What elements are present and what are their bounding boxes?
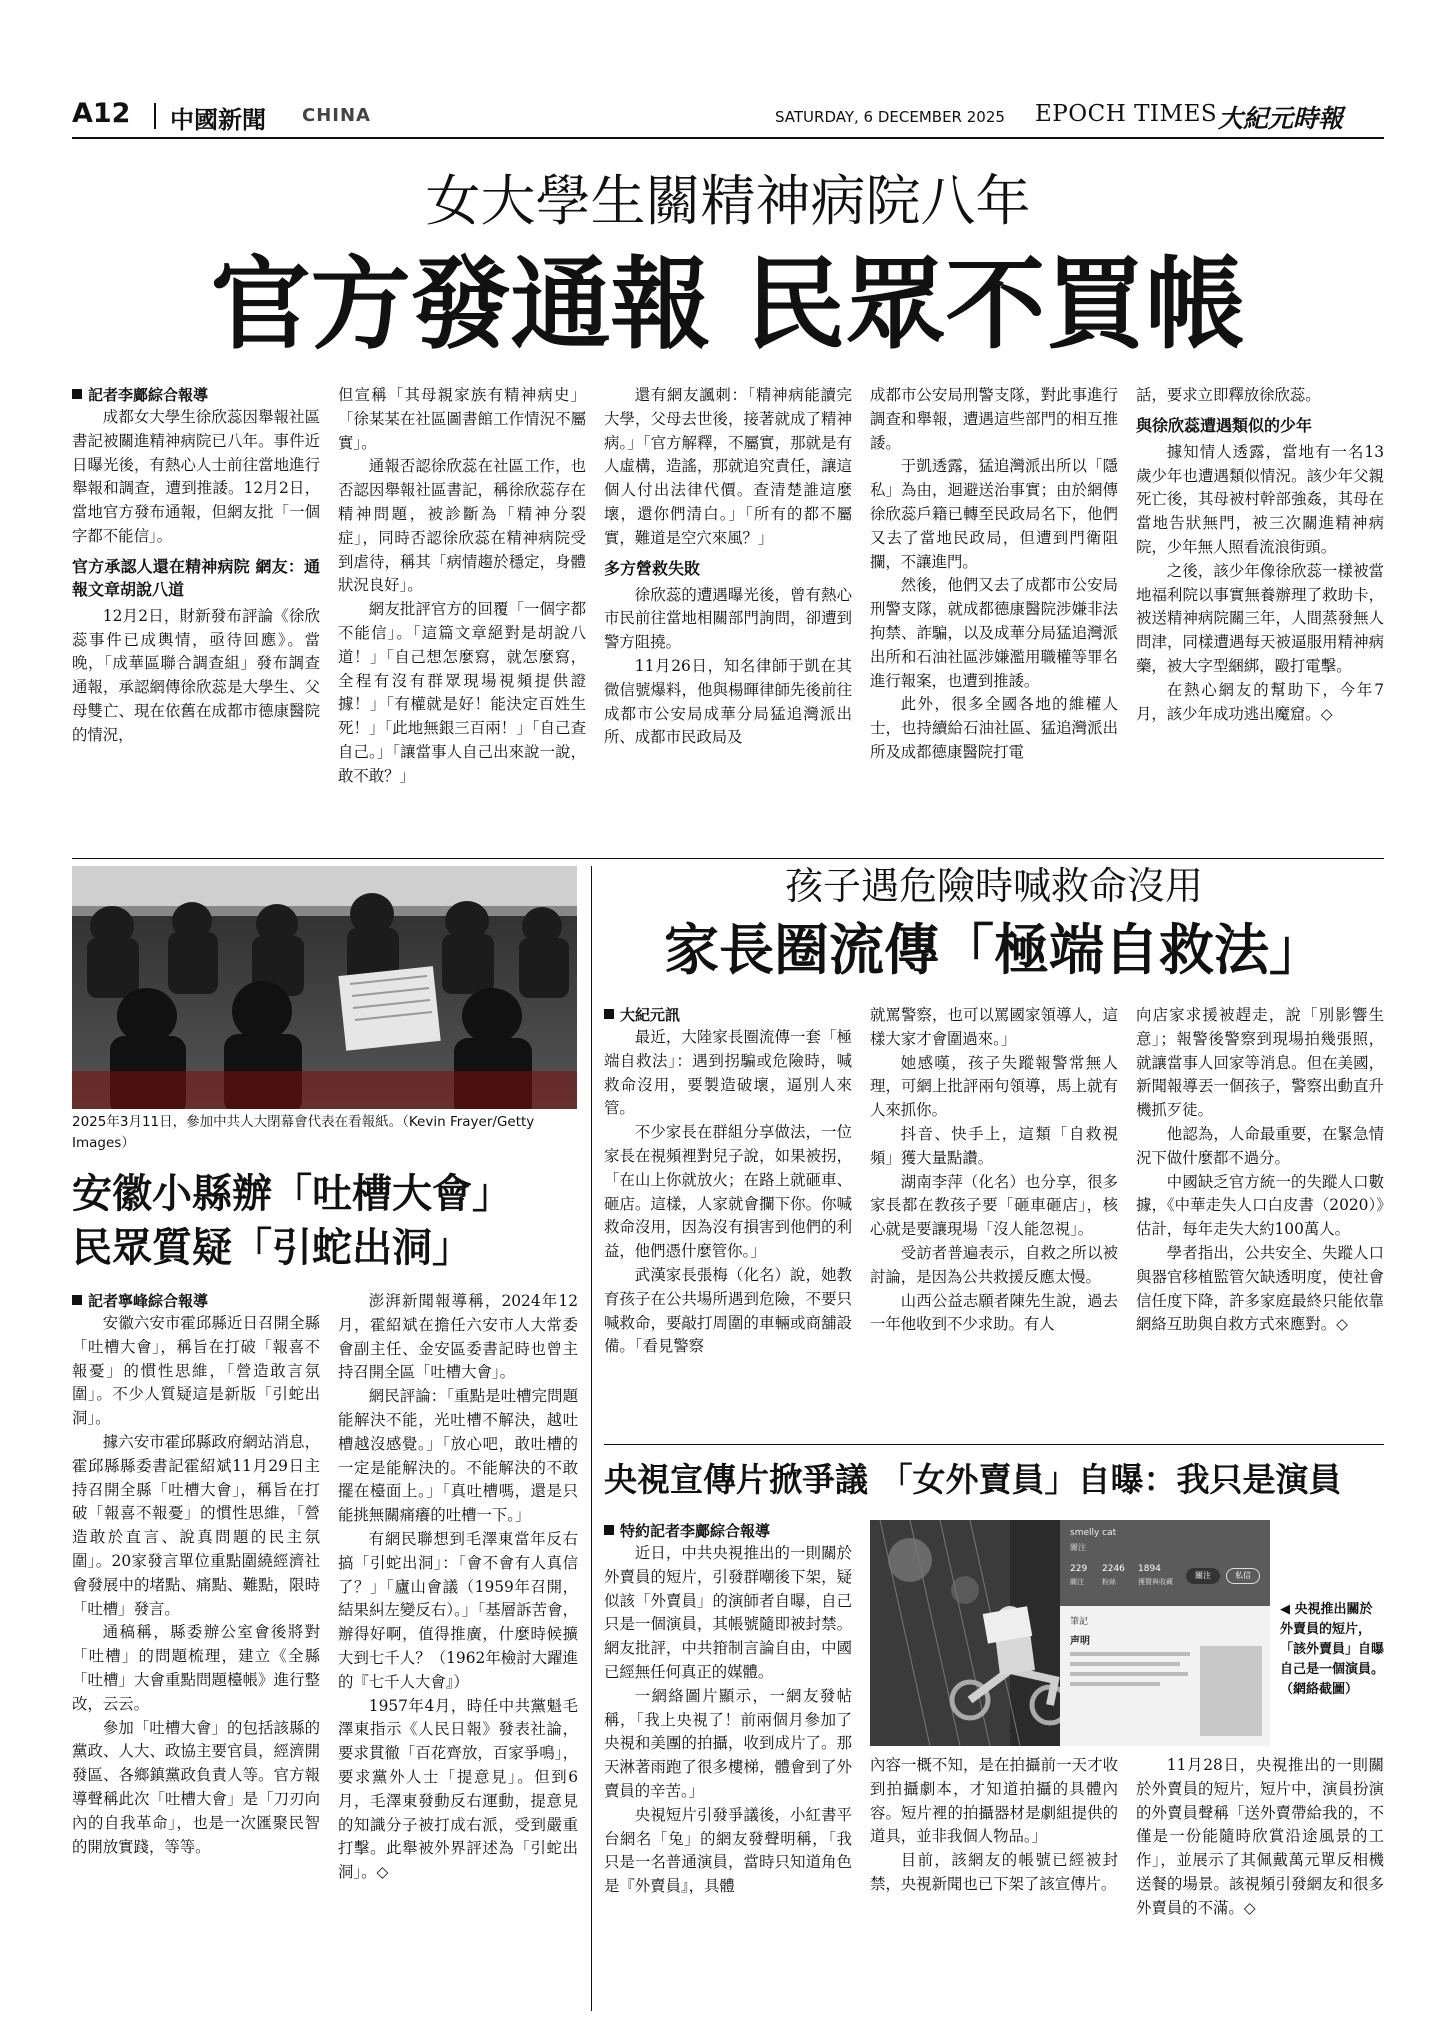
paragraph: 網民評論：「重點是吐槽完問題能解決不能，光吐槽不解決，越吐槽越沒感覺。」「放心吧，敢吐槽的一定是能解決的。不能解決的不敢擺在檯面上。」「真吐槽嗎，還是只能挑無關痛癢的吐槽一下。」 (338, 1387, 578, 1525)
paragraph: 此外，很多全國各地的維權人士，也持續給石油社區、猛追灣派出所及成都德康醫院打電 (870, 695, 1118, 761)
story3-column-3 (1136, 1004, 1384, 1434)
paragraph: 抖音、快手上，這類「自救視頻」獲大量點讚。 (870, 1124, 1118, 1167)
profile-tag: 關注 (1070, 1543, 1086, 1552)
page-number: A12 (72, 98, 131, 129)
story2-byline: 記者寧峰綜合報導 (72, 1290, 320, 1312)
paragraph: 網友批評官方的回覆「一個字都不能信」。「這篇文章絕對是胡說八道！」「自己想怎麼寫，就怎麼寫，全程有沒有群眾現場視頻提供證據！」「有權就是好！能決定百姓生死！」「此地無銀三百兩！」「自己查自己。」「讓當事人自己出來說一說，敢不敢？」 (338, 600, 586, 785)
paragraph: 央視短片引發爭議後，小紅書平台網名「兔」的網友發聲明稱，「我只是一名普通演員，當時只知道角色是『外賣員』，具體 (604, 1805, 852, 1896)
paragraph: 她感嘆，孩子失蹤報警常無人理，可網上批評兩句領導，馬上就有人來抓你。 (870, 1053, 1118, 1120)
story4-byline: 特約記者李鄺綜合報導 (604, 1520, 852, 1542)
paragraph: 學者指出，公共安全、失蹤人口與器官移植監管欠缺透明度，使社會信任度下降，許多家庭最終只能依靠網絡互助與自救方式來應對。◇ (1136, 1243, 1384, 1334)
meeting-photo (72, 866, 577, 1109)
story4-column-2 (870, 1754, 1118, 2020)
profile-stat: 1894 (1138, 1564, 1161, 1574)
paragraph: 據六安市霍邱縣政府網站消息，霍邱縣縣委書記霍紹斌11月29日主持召開全縣「吐槽大會」，稱旨在打破「報喜不報憂」的慣性思維，「營造敢於直言、說真問題的民主氛圍」。20家發言單位重點圍繞經濟社會發展中的堵點、痛點、難點，限時「吐槽」發言。 (72, 1432, 320, 1618)
story3-byline: 大紀元訊 (604, 1004, 852, 1026)
paragraph: 向店家求援被趕走，說「別影響生意」；報警後警察到現場拍幾張照，就讓當事人回家等消息。但在美國，新聞報導丟一個孩子，警察出動直升機抓歹徒。 (1136, 1006, 1384, 1120)
masthead-divider (154, 103, 156, 129)
paragraph: 武漢家長張梅（化名）說，她教育孩子在公共場所遇到危險，不要只喊救命，要敲打周圍的車輛或商舖設備。「看見警察 (604, 1265, 852, 1356)
paragraph: 最近，大陸家長圈流傳一套「極端自救法」：遇到拐騙或危險時，喊救命沒用，要製造破壞，逼別人來管。 (604, 1028, 852, 1118)
paragraph: 內容一概不知，是在拍攝前一天才收到拍攝劇本，才知道拍攝的具體內容。短片裡的拍攝器材是劇組提供的道具，並非我個人物品。」 (870, 1756, 1118, 1846)
vertical-divider (591, 866, 592, 2011)
profile-stat-label: 關注 (1070, 1578, 1084, 1586)
paragraph: 不少家長在群組分享做法，一位家長在視頻裡對兒子說，如果被拐，「在山上你就放火；在路上就砸車、砸店。這樣，人家就會攔下你。你喊救命沒用，因為沒有損害到他們的利益，他們憑什麼管你。」 (604, 1123, 852, 1261)
meeting-photo-icon (72, 866, 577, 1109)
paragraph: 11月28日，央視推出的一則關於外賣員的短片，短片中，演員扮演的外賣員聲稱「送外賣帶給我的，不僅是一份能隨時欣賞沿途風景的工作」，並展示了其佩戴萬元單反相機送餐的場景。該視頻引發網友和很多外賣員的不滿。◇ (1136, 1756, 1384, 1917)
paragraph: 成都女大學生徐欣蕊因舉報社區書記被關進精神病院已八年。事件近日曝光後，有熱心人士前往當地進行舉報和調查，遭到推諉。12月2日，當地官方發布通報，但網友批「一個字都不能信」。 (72, 408, 320, 545)
follow-button[interactable]: 關注 (1186, 1568, 1220, 1584)
paragraph: 澎湃新聞報導稱，2024年12月，霍紹斌在擔任六安市人大常委會副主任、金安區委書記時也曾主持召開全區「吐槽大會」。 (338, 1292, 578, 1382)
tab-notes[interactable]: 筆記 (1070, 1617, 1089, 1627)
story1-subhead-2: 多方營救失敗 (604, 558, 701, 578)
story3-kicker: 孩子遇危險時喊救命沒用 (784, 864, 1203, 908)
paragraph: 之後，該少年像徐欣蕊一樣被當地福利院以事實無養辦理了救助卡，被送精神病院關三年，人間蒸發無人問津，同樣遭遇每天被逼服用精神病藥，被大字型綑綁，毆打電擊。 (1136, 561, 1384, 675)
story1-column-3 (604, 384, 852, 844)
paragraph: 據知情人透露，當地有一名13歲少年也遭遇類似情況。該少年父親死亡後，其母被村幹部強姦，其母在當地告狀無門，被三次關進精神病院，少年無人照看流浪街頭。 (1136, 442, 1384, 556)
section-divider (604, 1444, 1384, 1445)
section-title: 中國新聞 (170, 106, 266, 134)
paragraph: 通稿稱，縣委辦公室會後將對「吐槽」的問題梳理，建立《全縣「吐槽」大會重點問題檯帳》進行整改，云云。 (72, 1623, 320, 1713)
profile-stat-label: 粉絲 (1102, 1578, 1116, 1586)
story1-column-4 (870, 384, 1118, 844)
story3-column-1 (604, 1004, 852, 1434)
story1-column-2 (338, 384, 586, 844)
paragraph: 參加「吐槽大會」的包括該縣的黨政、人大、政協主要官員，經濟開發區、各鄉鎮黨政負責人等。官方報導聲稱此次「吐槽大會」是「刀刃向內的自我革命」，也是一次匯聚民智的開放實踐，等等。 (72, 1718, 320, 1856)
paragraph: 近日，中共央視推出的一則關於外賣員的短片，引發群嘲後下架，疑似該「外賣員」的演師者自曝，自己只是一個演員，其帳號隨即被封禁。網友批評，中共箝制言論自由，中國已經無任何真正的媒體。 (604, 1544, 852, 1681)
phone-profile-panel (1060, 1520, 1270, 1746)
paragraph: 他認為，人命最重要，在緊急情況下做什麼都不過分。 (1136, 1124, 1384, 1167)
story2-column-2 (338, 1290, 578, 2020)
photo2-caption: ◀ 央視推出關於外賣員的短片，「該外賣員」自曝自己是一個演員。（網絡截圖） (1280, 1602, 1385, 1697)
message-button[interactable]: 私信 (1226, 1568, 1260, 1584)
profile-stat-label: 獲贊與收藏 (1138, 1578, 1173, 1586)
paragraph: 安徽六安市霍邱縣近日召開全縣「吐槽大會」，稱旨在打破「報喜不報憂」的慣性思維，「營造敢言氛圍」。不少人質疑這是新版「引蛇出洞」。 (72, 1314, 320, 1428)
profile-stat: 229 (1070, 1564, 1088, 1574)
story4-column-1 (604, 1520, 852, 2020)
paragraph: 中國缺乏官方統一的失蹤人口數據，《中華走失人口白皮書（2020）》估計，每年走失大約100萬人。 (1136, 1172, 1384, 1239)
delivery-video-screenshot (870, 1520, 1270, 1746)
issue-date: SATURDAY, 6 DECEMBER 2025 (775, 108, 1005, 126)
square-bullet-icon (72, 1295, 82, 1305)
story2-column-1 (72, 1290, 320, 2020)
square-bullet-icon (72, 389, 82, 399)
paragraph: 徐欣蕊的遭遇曝光後，曾有熱心市民前往當地相關部門詢問，卻遭到警方阻撓。 (604, 585, 852, 652)
paragraph: 然後，他們又去了成都市公安局刑警支隊，就成都德康醫院涉嫌非法拘禁、詐騙，以及成華分局猛追灣派出所和石油社區涉嫌濫用職權等罪名進行報案，也遭到推諉。 (870, 576, 1118, 690)
paragraph: 在熱心網友的幫助下，今年7月，該少年成功逃出魔窟。◇ (1136, 680, 1384, 723)
story1-column-1 (72, 384, 320, 844)
photo1-caption: 2025年3月11日，參加中共人大閉幕會代表在看報紙。（Kevin Frayer/Getty Images） (72, 1114, 535, 1151)
paragraph: 于凱透露，猛追灣派出所以「隱私」為由，迴避送治事實；由於網傳徐欣蕊戶籍已轉至民政局名下，他們又去了當地民政局，但遭到門衛阻攔，不讓進門。 (870, 457, 1118, 571)
story1-byline: 記者李鄺綜合報導 (72, 384, 320, 406)
story3-headline: 家長圈流傳「極端自救法」 (663, 918, 1324, 982)
story1-subhead-1: 官方承認人還在精神病院 網友：通報文章胡說八道 (72, 556, 320, 599)
masthead-rule (72, 137, 1384, 139)
paragraph: 成都市公安局刑警支隊，對此事進行調查和舉報，遭遇這些部門的相互推諉。 (870, 386, 1118, 452)
paragraph: 湖南李萍（化名）也分享，很多家長都在教孩子要「砸車砸店」，核心就是要讓現場「沒人能忽視」。 (870, 1172, 1118, 1239)
paragraph: 目前，該網友的帳號已經被封禁，央視新聞也已下架了該宣傳片。 (870, 1851, 1118, 1893)
paragraph: 1957年4月，時任中共黨魁毛澤東指示《人民日報》發表社論，要求貫徹「百花齊放，百家爭鳴」，要求黨外人士「提意見」。但到6月，毛澤東發動反右運動，提意見的知識分子被打成右派，受到嚴重打擊。此舉被外界評述為「引蛇出洞」。◇ (338, 1696, 578, 1882)
paper-name-en: EPOCH TIMES (1035, 101, 1218, 127)
story3-column-2 (870, 1004, 1118, 1434)
blurred-portrait (1200, 1646, 1262, 1736)
paragraph: 話，要求立即釋放徐欣蕊。 (1136, 386, 1321, 404)
paragraph: 還有網友諷刺：「精神病能讀完大學，父母去世後，接著就成了精神病。」「官方解釋，不屬實，那就是有人虛構，造謠，那就追究責任，讓這個人付出法律代價。查清楚誰這麼壞，還你們清白。」「所有的都不屬實，難道是空穴來風？」 (604, 386, 852, 547)
story1-kicker: 女大學生關精神病院八年 (425, 169, 1031, 233)
profile-stat: 2246 (1102, 1564, 1125, 1574)
paper-name-zh: 大紀元時報 (1218, 104, 1344, 133)
story1-headline: 官方發通報 民眾不買帳 (210, 245, 1246, 363)
section-title-en: CHINA (302, 105, 371, 126)
profile-username: smelly cat (1070, 1528, 1117, 1538)
paragraph: 就罵警察，也可以罵國家領導人，這樣大家才會圍過來。」 (870, 1006, 1118, 1048)
paragraph: 受訪者普遍表示，自救之所以被討論，是因為公共救援反應太慢。 (870, 1243, 1118, 1286)
paragraph: 山西公益志願者陳先生說，過去一年他收到不少求助。有人 (870, 1291, 1118, 1334)
square-bullet-icon (604, 1525, 614, 1535)
story4-column-3 (1136, 1754, 1384, 2020)
story4-headline: 央視宣傳片掀爭議 「女外賣員」自曝：我只是演員 (604, 1460, 1342, 1499)
paragraph: 通報否認徐欣蕊在社區工作，也否認因舉報社區書記，稱徐欣蕊存在精神問題，被診斷為「精神分裂症」，同時否認徐欣蕊在精神病院受到虐待，稱其「病情趨於穩定，身體狀況良好」。 (338, 457, 586, 595)
story2-headline-1: 安徽小縣辦「吐槽大會」 (72, 1171, 512, 1217)
story1-column-5 (1136, 384, 1384, 844)
paragraph: 12月2日，財新發布評論《徐欣蕊事件已成輿情，亟待回應》。當晚，「成華區聯合調查組」發布調查通報，承認網傳徐欣蕊是大學生、父母雙亡、現在依舊在成都市德康醫院的情況， (72, 606, 320, 744)
paragraph: 11月26日，知名律師于凱在其微信號爆料，他與楊暉律師先後前往成都市公安局成華分局猛追灣派出所、成都市民政局及 (604, 656, 852, 747)
paragraph: 一網絡圖片顯示，一網友發帖稱，「我上央視了！前兩個月參加了央視和美團的拍攝，收到成片了。那天淋著雨跑了很多樓梯，體會到了外賣員的辛苦。」 (604, 1686, 852, 1800)
story1-subhead-3: 與徐欣蕊遭遇類似的少年 (1136, 415, 1313, 435)
story2-headline-2: 民眾質疑「引蛇出洞」 (72, 1225, 472, 1271)
paragraph: 但宣稱「其母親家族有精神病史」「徐某某在社區圖書館工作情況不屬實」。 (338, 386, 586, 452)
paragraph: 有網民聯想到毛澤東當年反右搞「引蛇出洞」：「會不會有人真信了？」「廬山會議（1959年召開，結果糾左變反右）。」「基層訴苦會，辦得好啊，值得推廣，什麼時候擴大到七千人？（1962年檢討大躍進的『七千人大會』） (338, 1529, 578, 1691)
note-title: 声明 (1070, 1636, 1090, 1647)
square-bullet-icon (604, 1009, 614, 1019)
